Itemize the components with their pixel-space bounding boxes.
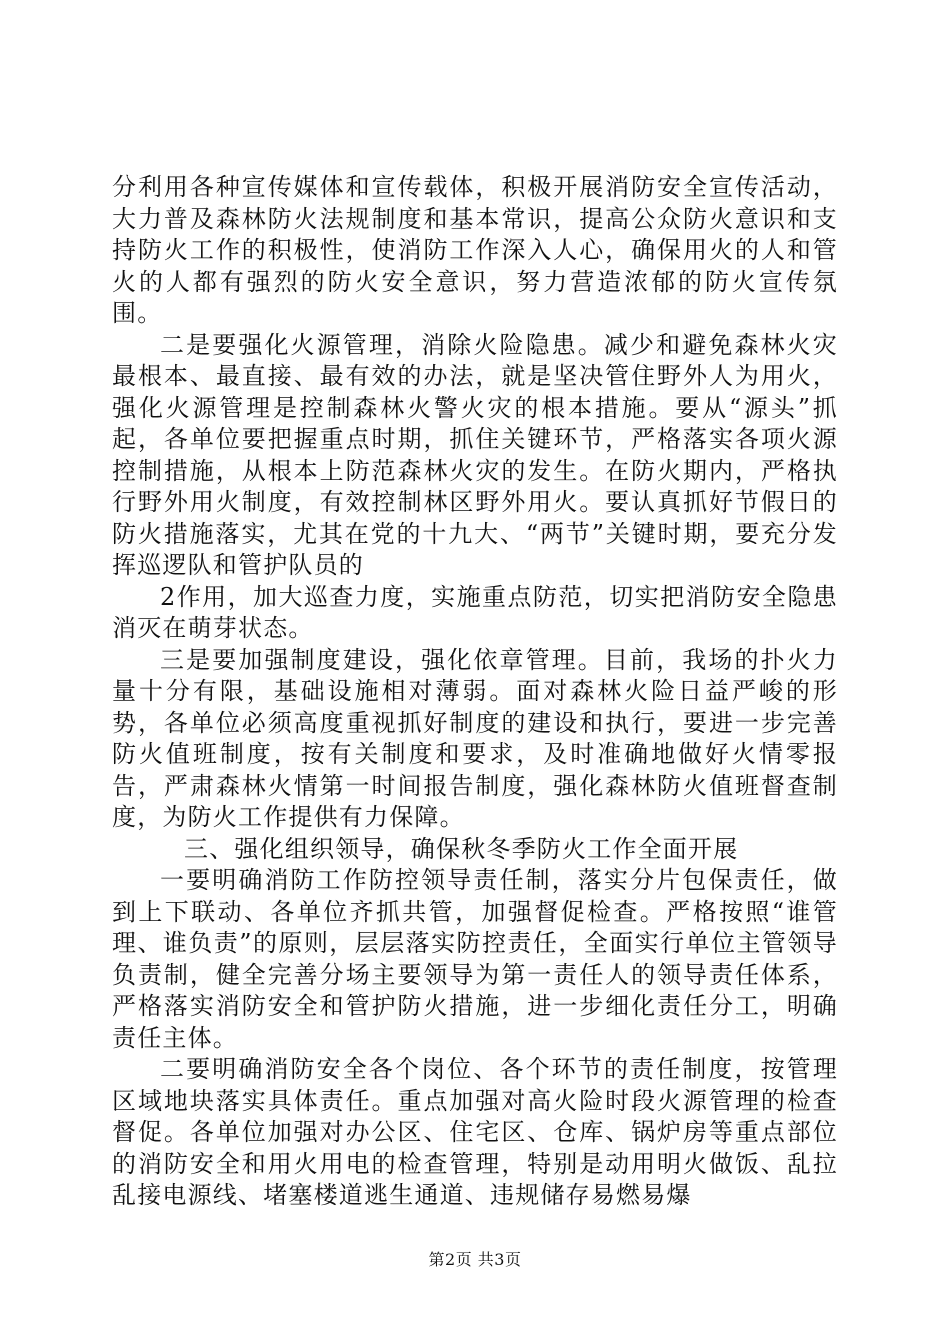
document-body	[112, 172, 838, 1212]
paragraph-publicity-continued: 分利用各种宣传媒体和宣传载体，积极开展消防安全宣传活动，大力普及森林防火法规制度和基本常识，提高公众防火意识和支持防火工作的积极性，使消防工作深入人心，确保用火的人和管火的人都有强烈的防火安全意识，努力营造浓郁的防火宣传氛围。	[112, 173, 838, 327]
paragraph-patrol-role: 2作用，加大巡查力度，实施重点防范，切实把消防安全隐患消灭在萌芽状态。	[112, 582, 838, 642]
paragraph-system-building: 三是要加强制度建设，强化依章管理。目前，我场的扑火力量十分有限，基础设施相对薄弱。面对森林火险日益严峻的形势，各单位必须高度重视抓好制度的建设和执行，要进一步完善防火值班制度，按有关制度和要求，及时准确地做好火情零报告，严肃森林火情第一时间报告制度，强化森林防火值班督查制度，为防火工作提供有力保障。	[112, 645, 838, 831]
paragraph-fire-source-management: 二是要强化火源管理，消除火险隐患。减少和避免森林火灾最根本、最直接、最有效的办法，就是坚决管住野外人为用火，强化火源管理是控制森林火警火灾的根本措施。要从“源头”抓起，各单位要把握重点时期，抓住关键环节，严格落实各项火源控制措施，从根本上防范森林火灾的发生。在防火期内，严格执行野外用火制度，有效控制林区野外用火。要认真抓好节假日的防火措施落实，尤其在党的十九大、“两节”关键时期，要充分发挥巡逻队和管护队员的	[112, 330, 838, 579]
page-number-footer: 第2页 共3页	[428, 1250, 522, 1269]
paragraph-post-responsibility: 二要明确消防安全各个岗位、各个环节的责任制度，按管理区域地块落实具体责任。重点加强对高火险时段火源管理的检查督促。各单位加强对办公区、住宅区、仓库、锅炉房等重点部位的消防安全和用火用电的检查管理，特别是动用明火做饭、乱拉乱接电源线、堵塞楼道逃生通道、违规储存易燃易爆	[112, 1055, 838, 1209]
section-heading-organization-leadership: 三、强化组织领导，确保秋冬季防火工作全面开展	[184, 834, 739, 863]
paragraph-leadership-responsibility: 一要明确消防工作防控领导责任制，落实分片包保责任，做到上下联动、各单位齐抓共管，加强督促检查。严格按照“谁管理、谁负责”的原则，层层落实防控责任，全面实行单位主管领导负责制，健全完善分场主要领导为第一责任人的领导责任体系，严格落实消防安全和管护防火措施，进一步细化责任分工，明确责任主体。	[112, 866, 838, 1052]
